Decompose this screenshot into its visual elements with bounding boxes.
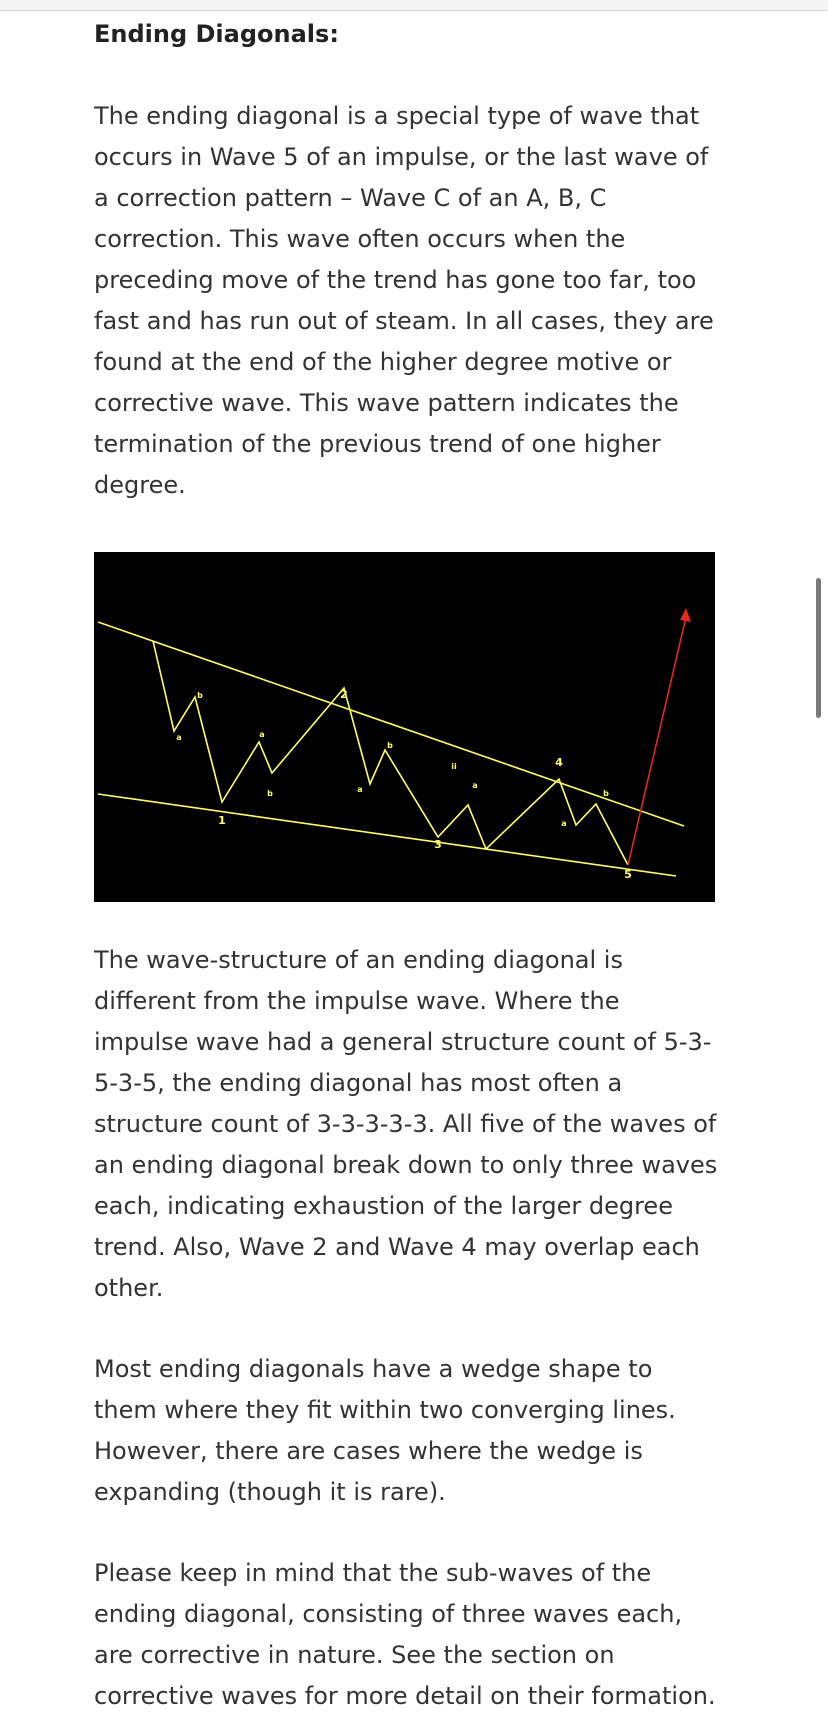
- diagram-background: [94, 552, 715, 902]
- subwave-label: b: [197, 691, 203, 700]
- subwave-label: a: [472, 781, 478, 790]
- wedge-paragraph: Most ending diagonals have a wedge shape to them where they fit within two converging lines. However, there are cases where the wedge is expanding (though it is rare).: [94, 1355, 676, 1506]
- section-heading: Ending Diagonals:: [94, 20, 339, 48]
- top-divider: [0, 0, 828, 11]
- structure-paragraph: The wave-structure of an ending diagonal is different from the impulse wave. Where the impulse wave had a general structure count of 5-3-5-3-5, the ending diagonal has most often a structure count of 3-3-3-3-3. All five of the waves of an ending diagonal break down to only three waves each, indicating exhaustion of the larger degree trend. Also, Wave 2 and Wave 4 may overlap each other.: [94, 946, 718, 1302]
- subwave-label: a: [176, 733, 182, 742]
- subwave-label: ii: [451, 762, 457, 771]
- wave-label-3: 3: [434, 838, 442, 851]
- ending-diagonal-diagram: [94, 552, 715, 902]
- wave-label-1: 1: [218, 814, 226, 827]
- intro-paragraph: The ending diagonal is a special type of wave that occurs in Wave 5 of an impulse, or the last wave of a correction pattern – Wave C of an A, B, C correction. This wave often occurs when the preceding move of the trend has gone too far, too fast and has run out of steam. In all cases, they are found at the end of the higher degree motive or corrective wave. This wave pattern indicates the termination of the previous trend of one higher degree.: [94, 102, 714, 499]
- subwave-label: a: [357, 785, 363, 794]
- diagram-canvas: [94, 552, 715, 902]
- subwave-label: b: [267, 789, 273, 798]
- subwave-label: a: [259, 730, 265, 739]
- subwave-label: a: [561, 819, 567, 828]
- subwave-label: b: [387, 741, 393, 750]
- wave-label-5: 5: [624, 868, 632, 881]
- wave-label-2: 2: [340, 688, 348, 701]
- subwave-label: b: [603, 789, 609, 798]
- wave-label-4: 4: [555, 756, 563, 769]
- article-content: [94, 16, 719, 1717]
- page-scrollbar[interactable]: [816, 578, 821, 718]
- subwave-paragraph: Please keep in mind that the sub-waves of the ending diagonal, consisting of three waves each, are corrective in nature. See the section on corrective waves for more detail on their formation.: [94, 1559, 716, 1710]
